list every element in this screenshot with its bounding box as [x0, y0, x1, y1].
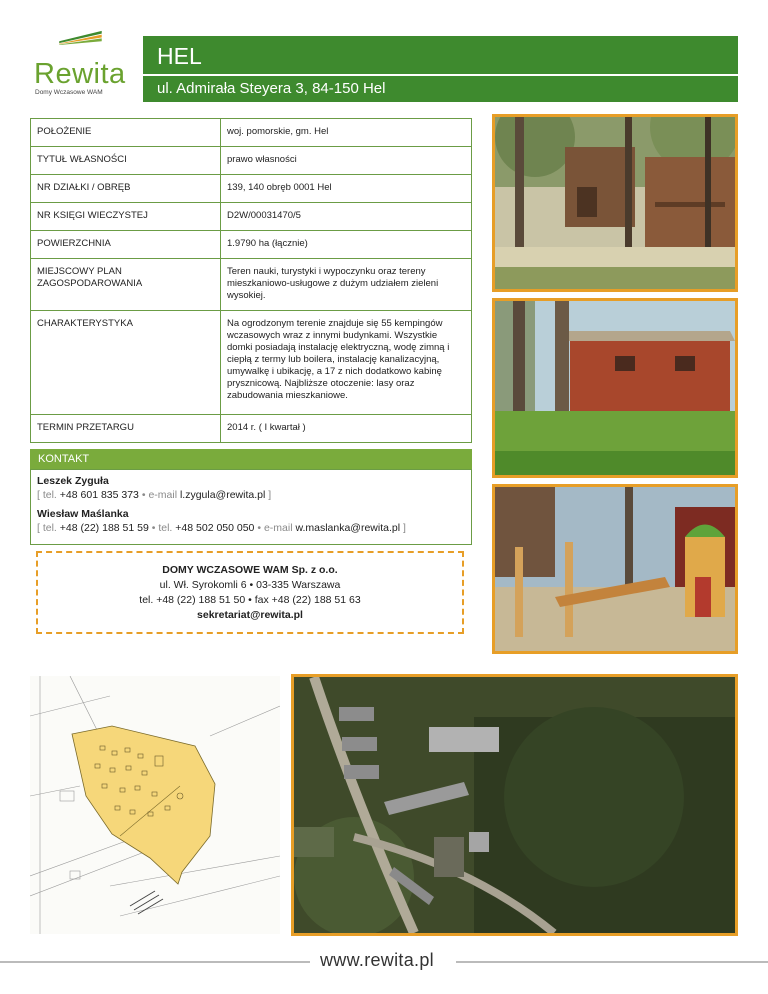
photo-red-cabin [492, 298, 738, 478]
tel-label: tel. [42, 489, 57, 501]
bracket: ] [403, 522, 406, 534]
row-value: 1.9790 ha (łącznie) [221, 231, 472, 259]
contact-heading: KONTAKT [30, 449, 472, 469]
row-key: POŁOŻENIE [31, 119, 221, 147]
footer-divider-left [0, 961, 310, 963]
row-value: 139, 140 obręb 0001 Hel [221, 175, 472, 203]
footer-divider-right [456, 961, 768, 963]
contact-name: Leszek Zyguła [37, 475, 109, 487]
row-value: Na ogrodzonym terenie znajduje się 55 kempingów wczasowych wraz z innymi budynkami. Wszystkie domki posiadają instalację elektryczną, wodę zimną i ciepłą z termy lub boilera, instalację kanalizacyjną, umywalkę i ubikację, a 17 z nich dodatkowo kabinę prysznicową. Najbliższe otoczenie: lasy oraz zabudowania mieszkaniowe. [221, 311, 472, 415]
row-key: CHARAKTERYSTYKA [31, 311, 221, 415]
photo-red-cabin-image [495, 301, 735, 475]
email-label: e-mail [263, 522, 293, 534]
table-row [31, 203, 472, 231]
phone-number[interactable]: +48 601 835 373 [59, 489, 139, 501]
separator: • [151, 522, 156, 534]
logo-subtitle: Domy Wczasowe WAM [35, 89, 103, 96]
company-email[interactable]: sekretariat@rewita.pl [197, 609, 303, 621]
company-phones: tel. +48 (22) 188 51 50 • fax +48 (22) 188 51 63 [139, 594, 361, 606]
contact-details [37, 522, 406, 534]
row-key: TYTUŁ WŁASNOŚCI [31, 147, 221, 175]
page-title: HEL [143, 36, 738, 74]
email-link[interactable]: w.maslanka@rewita.pl [295, 522, 401, 534]
table-row [31, 231, 472, 259]
contact-name: Wiesław Maślanka [37, 508, 129, 520]
row-key: NR DZIAŁKI / OBRĘB [31, 175, 221, 203]
row-value: prawo własności [221, 147, 472, 175]
bracket: [ [37, 522, 40, 534]
separator: • [257, 522, 262, 534]
row-value: D2W/00031470/5 [221, 203, 472, 231]
address-bar: ul. Admirała Steyera 3, 84-150 Hel [143, 75, 738, 102]
row-key: POWIERZCHNIA [31, 231, 221, 259]
company-address: ul. Wł. Syrokomli 6 • 03-335 Warszawa [159, 579, 341, 591]
row-value: woj. pomorskie, gm. Hel [221, 119, 472, 147]
phone-number[interactable]: +48 502 050 050 [175, 522, 255, 534]
table-row [31, 311, 472, 415]
row-key: MIEJSCOWY PLAN ZAGOSPODAROWANIA [31, 259, 221, 311]
cadastral-map-image [30, 676, 280, 934]
photo-playground-image [495, 487, 735, 651]
contact-box [30, 469, 472, 545]
table-row [31, 175, 472, 203]
table-row [31, 147, 472, 175]
photo-cabins-forest [492, 114, 738, 292]
row-key: TERMIN PRZETARGU [31, 415, 221, 443]
photo-cabins-forest-image [495, 117, 735, 289]
email-link[interactable]: l.zygula@rewita.pl [179, 489, 266, 501]
contact-details [37, 489, 271, 501]
table-row [31, 119, 472, 147]
cadastral-map [30, 676, 280, 934]
property-info-table [30, 118, 472, 443]
table-row [31, 415, 472, 443]
company-info-box [36, 551, 464, 634]
row-value: 2014 r. ( I kwartał ) [221, 415, 472, 443]
logo-wordmark: Rewita [34, 58, 126, 90]
table-row [31, 259, 472, 311]
company-name: DOMY WCZASOWE WAM Sp. z o.o. [162, 564, 338, 576]
rewita-logo-graphic [30, 28, 130, 62]
photo-playground [492, 484, 738, 654]
bracket: [ [37, 489, 40, 501]
footer-website[interactable]: www.rewita.pl [320, 950, 434, 970]
tel-label: tel. [42, 522, 57, 534]
phone-number[interactable]: +48 (22) 188 51 59 [59, 522, 149, 534]
bracket: ] [268, 489, 272, 501]
row-key: NR KSIĘGI WIECZYSTEJ [31, 203, 221, 231]
email-label: e-mail [148, 489, 178, 501]
tel-label: tel. [158, 522, 173, 534]
separator: • [141, 489, 146, 501]
row-value: Teren nauki, turystyki i wypoczynku oraz tereny mieszkaniowo-usługowe z dużym udziałem zieleni wysokiej. [221, 259, 472, 311]
photo-aerial-image [294, 677, 735, 933]
photo-aerial [291, 674, 738, 936]
